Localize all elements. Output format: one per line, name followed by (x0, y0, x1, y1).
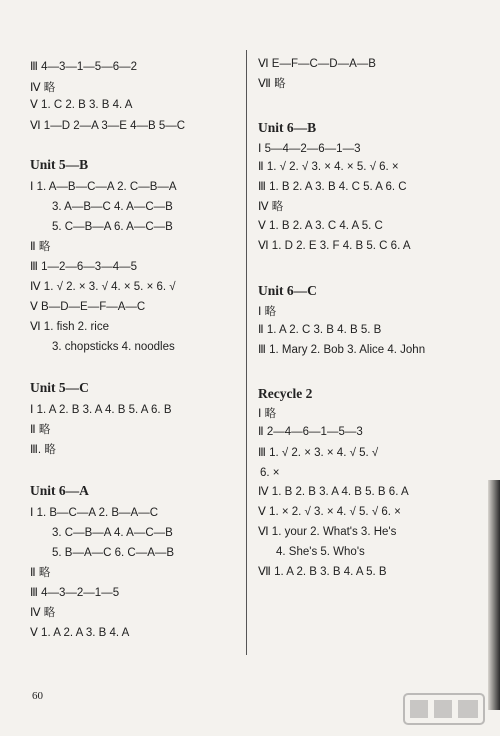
answer-line: Ⅶ 1. A 2. B 3. B 4. A 5. B (258, 566, 387, 578)
answer-line: 3. C—B—A 4. A—C—B (52, 527, 173, 539)
answer-line: Ⅲ 4—3—2—1—5 (30, 587, 120, 599)
answer-line: 4. She's 5. Who's (276, 546, 365, 558)
answer-line: 5. C—B—A 6. A—C—B (52, 221, 173, 233)
answer-line: Ⅰ 略 (258, 306, 277, 318)
answer-line: Ⅲ. 略 (30, 444, 56, 456)
answer-line: Ⅱ 略 (30, 567, 51, 579)
answer-line: 5. B—A—C 6. C—A—B (52, 547, 175, 559)
answer-line: Ⅱ 2—4—6—1—5—3 (258, 426, 363, 438)
answer-line: Ⅰ 1. A—B—C—A 2. C—B—A (30, 181, 177, 193)
section-heading: Unit 6—B (258, 120, 317, 135)
answer-line: Ⅱ 略 (30, 424, 51, 436)
section-heading: Recycle 2 (258, 386, 313, 401)
answer-line: Ⅵ 1. D 2. E 3. F 4. B 5. C 6. A (258, 240, 411, 252)
answer-line: Ⅱ 1. A 2. C 3. B 4. B 5. B (258, 324, 382, 336)
answer-line: Ⅳ 略 (258, 201, 284, 213)
answer-line: Ⅴ B—D—E—F—A—C (30, 301, 146, 313)
answer-line: Ⅲ 1. B 2. A 3. B 4. C 5. A 6. C (258, 181, 407, 193)
section-heading: Unit 6—A (30, 483, 89, 498)
answer-line: Ⅰ 5—4—2—6—1—3 (258, 143, 361, 155)
answer-line: Ⅶ 略 (258, 78, 286, 90)
answer-line: Ⅱ 略 (30, 241, 51, 253)
answer-line: Ⅳ 1. B 2. B 3. A 4. B 5. B 6. A (258, 486, 409, 498)
column-divider (246, 50, 247, 655)
answer-line: Ⅲ 4—3—1—5—6—2 (30, 61, 137, 73)
answer-line: Ⅵ 1—D 2—A 3—E 4—B 5—C (30, 120, 186, 132)
answer-line: 3. chopsticks 4. noodles (52, 341, 175, 353)
answer-line: 6. × (260, 467, 280, 479)
page-number: 60 (32, 690, 43, 702)
answer-line: Ⅵ 1. your 2. What's 3. He's (258, 526, 397, 538)
answer-line: Ⅰ 1. A 2. B 3. A 4. B 5. A 6. B (30, 404, 172, 416)
answer-line: Ⅰ 略 (258, 408, 277, 420)
answer-line: Ⅴ 1. B 2. A 3. C 4. A 5. C (258, 220, 383, 232)
answer-line: Ⅳ 1. √ 2. × 3. √ 4. × 5. × 6. √ (30, 281, 176, 293)
answer-line: Ⅴ 1. A 2. A 3. B 4. A (30, 627, 130, 639)
watermark-logo-icon (402, 690, 486, 728)
answer-line: Ⅳ 略 (30, 82, 56, 94)
answer-line: Ⅵ 1. fish 2. rice (30, 321, 109, 333)
answer-line: Ⅵ E—F—C—D—A—B (258, 58, 376, 70)
answer-line: Ⅲ 1. Mary 2. Bob 3. Alice 4. John (258, 344, 426, 356)
section-heading: Unit 6—C (258, 283, 317, 298)
section-heading: Unit 5—B (30, 157, 89, 172)
answer-line: Ⅲ 1. √ 2. × 3. × 4. √ 5. √ (258, 447, 379, 459)
answer-line: Ⅴ 1. C 2. B 3. B 4. A (30, 99, 133, 111)
answer-line: Ⅳ 略 (30, 607, 56, 619)
answer-line: 3. A—B—C 4. A—C—B (52, 201, 173, 213)
section-heading: Unit 5—C (30, 380, 89, 395)
answer-line: Ⅰ 1. B—C—A 2. B—A—C (30, 507, 159, 519)
page-edge-shadow (488, 480, 500, 710)
answer-line: Ⅲ 1—2—6—3—4—5 (30, 261, 137, 273)
answer-line: Ⅱ 1. √ 2. √ 3. × 4. × 5. √ 6. × (258, 161, 399, 173)
answer-line: Ⅴ 1. × 2. √ 3. × 4. √ 5. √ 6. × (258, 506, 401, 518)
